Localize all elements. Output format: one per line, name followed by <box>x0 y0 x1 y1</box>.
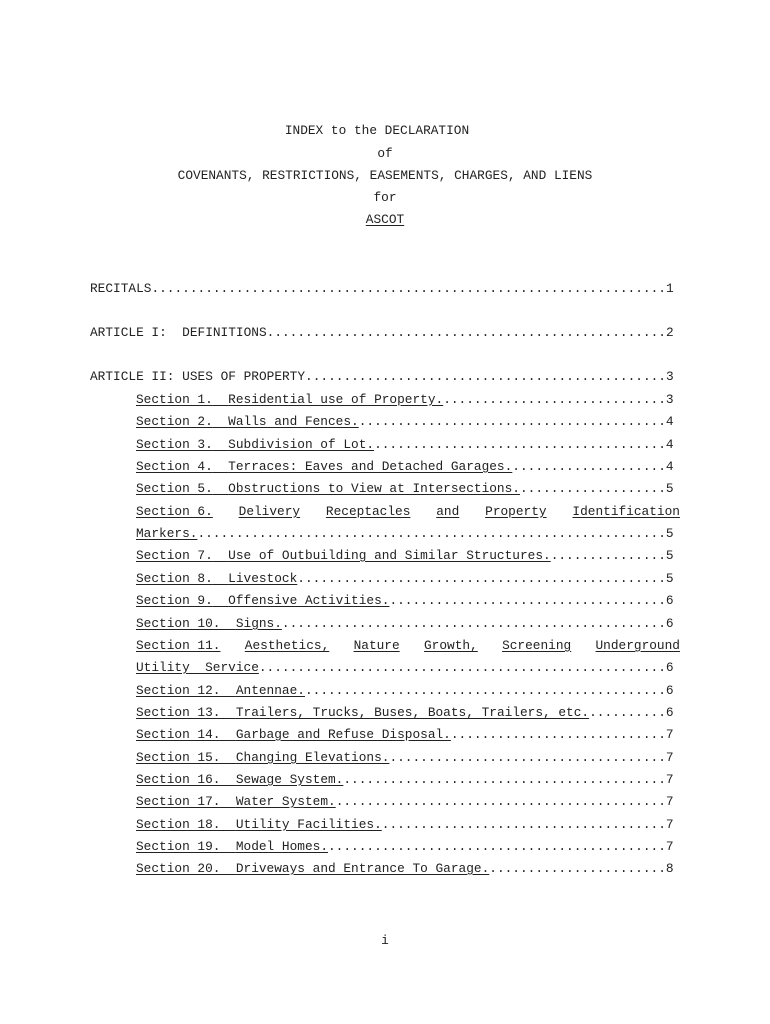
toc-section-entry <box>136 817 674 833</box>
index-for: for <box>373 190 397 205</box>
toc-section-entry <box>136 593 674 609</box>
toc-section-gap <box>220 839 235 854</box>
toc-section-gap <box>213 571 228 586</box>
toc-section-label: Section 1. <box>136 392 213 407</box>
dot-leader: ................................................................... <box>151 281 666 296</box>
toc-section-label: Section 3. <box>136 437 213 452</box>
toc-section-entry <box>136 459 674 475</box>
toc-section-title: Residential use of Property. <box>228 392 444 407</box>
toc-page-number: 3 <box>665 369 674 384</box>
toc-section-entry <box>136 794 674 810</box>
toc-section-title-word: Aesthetics, <box>244 638 330 653</box>
toc-section-title: Sewage System. <box>235 772 344 787</box>
toc-page-number: 7 <box>665 817 674 832</box>
toc-section-gap <box>220 861 235 876</box>
toc-section-entry <box>136 705 674 721</box>
toc-page-number: 2 <box>665 325 674 340</box>
toc-page-number: 1 <box>665 281 674 296</box>
dot-leader: ............................. <box>443 392 666 407</box>
toc-section-gap <box>220 750 235 765</box>
toc-page-number: 5 <box>665 571 674 586</box>
dot-leader: ............................................... <box>304 683 666 698</box>
toc-section-title-word: Identification <box>572 504 680 519</box>
toc-page-number: 6 <box>665 593 674 608</box>
toc-section-gap <box>213 414 228 429</box>
page-number: i <box>381 933 389 948</box>
toc-page-number: 6 <box>665 705 674 720</box>
toc-section-title-continued: Utility Service <box>136 660 259 675</box>
toc-section-entry <box>136 683 674 699</box>
toc-section-entry <box>136 861 674 877</box>
dot-leader: ...................................... <box>374 437 666 452</box>
toc-section-gap <box>213 459 228 474</box>
dot-leader: .......................................... <box>343 772 666 787</box>
toc-section-gap <box>220 705 235 720</box>
dot-leader: .................................................. <box>281 616 666 631</box>
toc-section-gap <box>213 392 228 407</box>
toc-section-gap <box>220 817 235 832</box>
toc-section-entry <box>136 437 674 453</box>
toc-section-title-word: and <box>436 504 460 519</box>
toc-page-number: 5 <box>665 481 674 496</box>
toc-section-title-word: Growth, <box>423 638 478 653</box>
toc-page-number: 6 <box>665 683 674 698</box>
toc-section-title: Changing Elevations. <box>235 750 390 765</box>
dot-leader: ................... <box>519 481 666 496</box>
toc-section-gap <box>220 683 235 698</box>
toc-page-number: 4 <box>665 437 674 452</box>
dot-leader: .................... <box>512 459 666 474</box>
dot-leader: ............................................ <box>328 839 666 854</box>
toc-section-gap <box>220 794 235 809</box>
toc-page-number: 7 <box>665 750 674 765</box>
toc-section-title: Trailers, Trucks, Buses, Boats, Trailers, etc. <box>235 705 590 720</box>
toc-section-title: Garbage and Refuse Disposal. <box>235 727 451 742</box>
dot-leader: ............... <box>550 548 666 563</box>
toc-section-entry <box>136 727 674 743</box>
toc-section-title-word: Receptacles <box>325 504 411 519</box>
dot-leader: ..................................... <box>381 817 666 832</box>
toc-page-number: 7 <box>665 727 674 742</box>
toc-section-entry <box>136 638 680 654</box>
toc-section-label: Section 12. <box>136 683 221 698</box>
index-of: of <box>377 146 393 161</box>
toc-page-number: 6 <box>665 616 674 631</box>
community-name <box>0 212 770 228</box>
toc-page-number: 4 <box>665 414 674 429</box>
toc-section-title-word: Screening <box>502 638 572 653</box>
toc-section-title-continued: Markers. <box>136 526 198 541</box>
toc-page-number: 8 <box>665 861 674 876</box>
toc-entry-title: DEFINITIONS <box>182 325 267 340</box>
toc-section-title: Utility Facilities. <box>235 817 382 832</box>
toc-entry-title: USES OF PROPERTY <box>182 369 306 384</box>
toc-section-title: Antennae. <box>235 683 305 698</box>
toc-section-entry <box>136 392 674 408</box>
dot-leader: ....................... <box>489 861 666 876</box>
toc-section-entry <box>136 616 674 632</box>
toc-section-title: Terraces: Eaves and Detached Garages. <box>228 459 513 474</box>
toc-section-title: Obstructions to View at Intersections. <box>228 481 520 496</box>
toc-page-number: 4 <box>665 459 674 474</box>
toc-entry <box>90 325 674 341</box>
toc-section-title: Water System. <box>235 794 336 809</box>
toc-section-label: Section 17. <box>136 794 221 809</box>
toc-section-label: Section 19. <box>136 839 221 854</box>
toc-entry-label: ARTICLE I: <box>90 325 167 340</box>
toc-section-gap <box>213 481 228 496</box>
toc-page-number: 5 <box>665 548 674 563</box>
toc-section-title: Subdivision of Lot. <box>228 437 375 452</box>
community-name-text: ASCOT <box>365 212 405 227</box>
toc-section-gap <box>213 593 228 608</box>
toc-section-title: Signs. <box>235 616 282 631</box>
toc-section-label: Section 16. <box>136 772 221 787</box>
toc-page-number: 7 <box>665 794 674 809</box>
toc-section-label: Section 10. <box>136 616 221 631</box>
toc-section-entry <box>136 750 674 766</box>
dot-leader: ........................................ <box>358 414 666 429</box>
toc-section-label: Section 8. <box>136 571 213 586</box>
toc-entry-label: RECITALS <box>90 281 152 296</box>
toc-section-title: Model Homes. <box>235 839 328 854</box>
index-title: INDEX to the DECLARATION <box>284 123 470 138</box>
dot-leader: ............................................... <box>305 369 666 384</box>
dot-leader: ........................................... <box>335 794 666 809</box>
toc-entry <box>90 281 674 297</box>
toc-section-gap <box>213 548 228 563</box>
toc-section-gap <box>220 727 235 742</box>
toc-entry <box>90 369 674 385</box>
toc-section-title-word: Underground <box>595 638 680 653</box>
dot-leader: .................................... <box>389 750 666 765</box>
toc-section-gap <box>213 437 228 452</box>
toc-section-title-word: Delivery <box>238 504 301 519</box>
toc-section-label: Section 20. <box>136 861 221 876</box>
toc-page-number: 5 <box>665 526 674 541</box>
dot-leader: ............................ <box>450 727 666 742</box>
toc-section-label: Section 15. <box>136 750 221 765</box>
toc-section-title: Livestock <box>228 571 298 586</box>
dot-leader: .................................... <box>389 593 666 608</box>
toc-section-title-word: Property <box>485 504 547 519</box>
toc-section-title: Walls and Fences. <box>228 414 359 429</box>
toc-section-entry <box>136 481 674 497</box>
toc-page-number: 6 <box>665 660 674 675</box>
toc-section-label: Section 9. <box>136 593 213 608</box>
declaration-subject: COVENANTS, RESTRICTIONS, EASEMENTS, CHARGES, AND LIENS <box>177 168 593 183</box>
toc-page-number: 7 <box>665 839 674 854</box>
toc-section-label: Section 4. <box>136 459 213 474</box>
toc-section-gap <box>220 772 235 787</box>
toc-section-label: Section 11. <box>136 638 221 653</box>
toc-section-entry-continued <box>136 526 674 542</box>
dot-leader: .......... <box>589 705 666 720</box>
toc-section-label: Section 13. <box>136 705 221 720</box>
dot-leader: ..................................................... <box>258 660 666 675</box>
toc-section-entry <box>136 571 674 587</box>
toc-section-entry <box>136 548 674 564</box>
toc-entry-label: ARTICLE II: <box>90 369 175 384</box>
toc-section-entry <box>136 414 674 430</box>
toc-section-entry-continued <box>136 660 674 676</box>
toc-section-entry <box>136 839 674 855</box>
toc-section-label: Section 14. <box>136 727 221 742</box>
toc-section-label: Section 18. <box>136 817 221 832</box>
toc-page-number: 7 <box>665 772 674 787</box>
dot-leader: .................................................... <box>266 325 666 340</box>
toc-section-title: Offensive Activities. <box>228 593 390 608</box>
toc-section-label: Section 6. <box>136 504 213 519</box>
dot-leader: ................................................ <box>297 571 666 586</box>
toc-section-title-word: Nature <box>353 638 400 653</box>
toc-section-title: Use of Outbuilding and Similar Structures. <box>228 548 551 563</box>
toc-section-entry <box>136 772 674 788</box>
toc-section-label: Section 2. <box>136 414 213 429</box>
toc-section-entry <box>136 504 680 520</box>
toc-section-label: Section 5. <box>136 481 213 496</box>
dot-leader: ............................................................. <box>197 526 666 541</box>
toc-section-gap <box>220 616 235 631</box>
toc-section-label: Section 7. <box>136 548 213 563</box>
toc-section-title: Driveways and Entrance To Garage. <box>235 861 490 876</box>
toc-page-number: 3 <box>665 392 674 407</box>
